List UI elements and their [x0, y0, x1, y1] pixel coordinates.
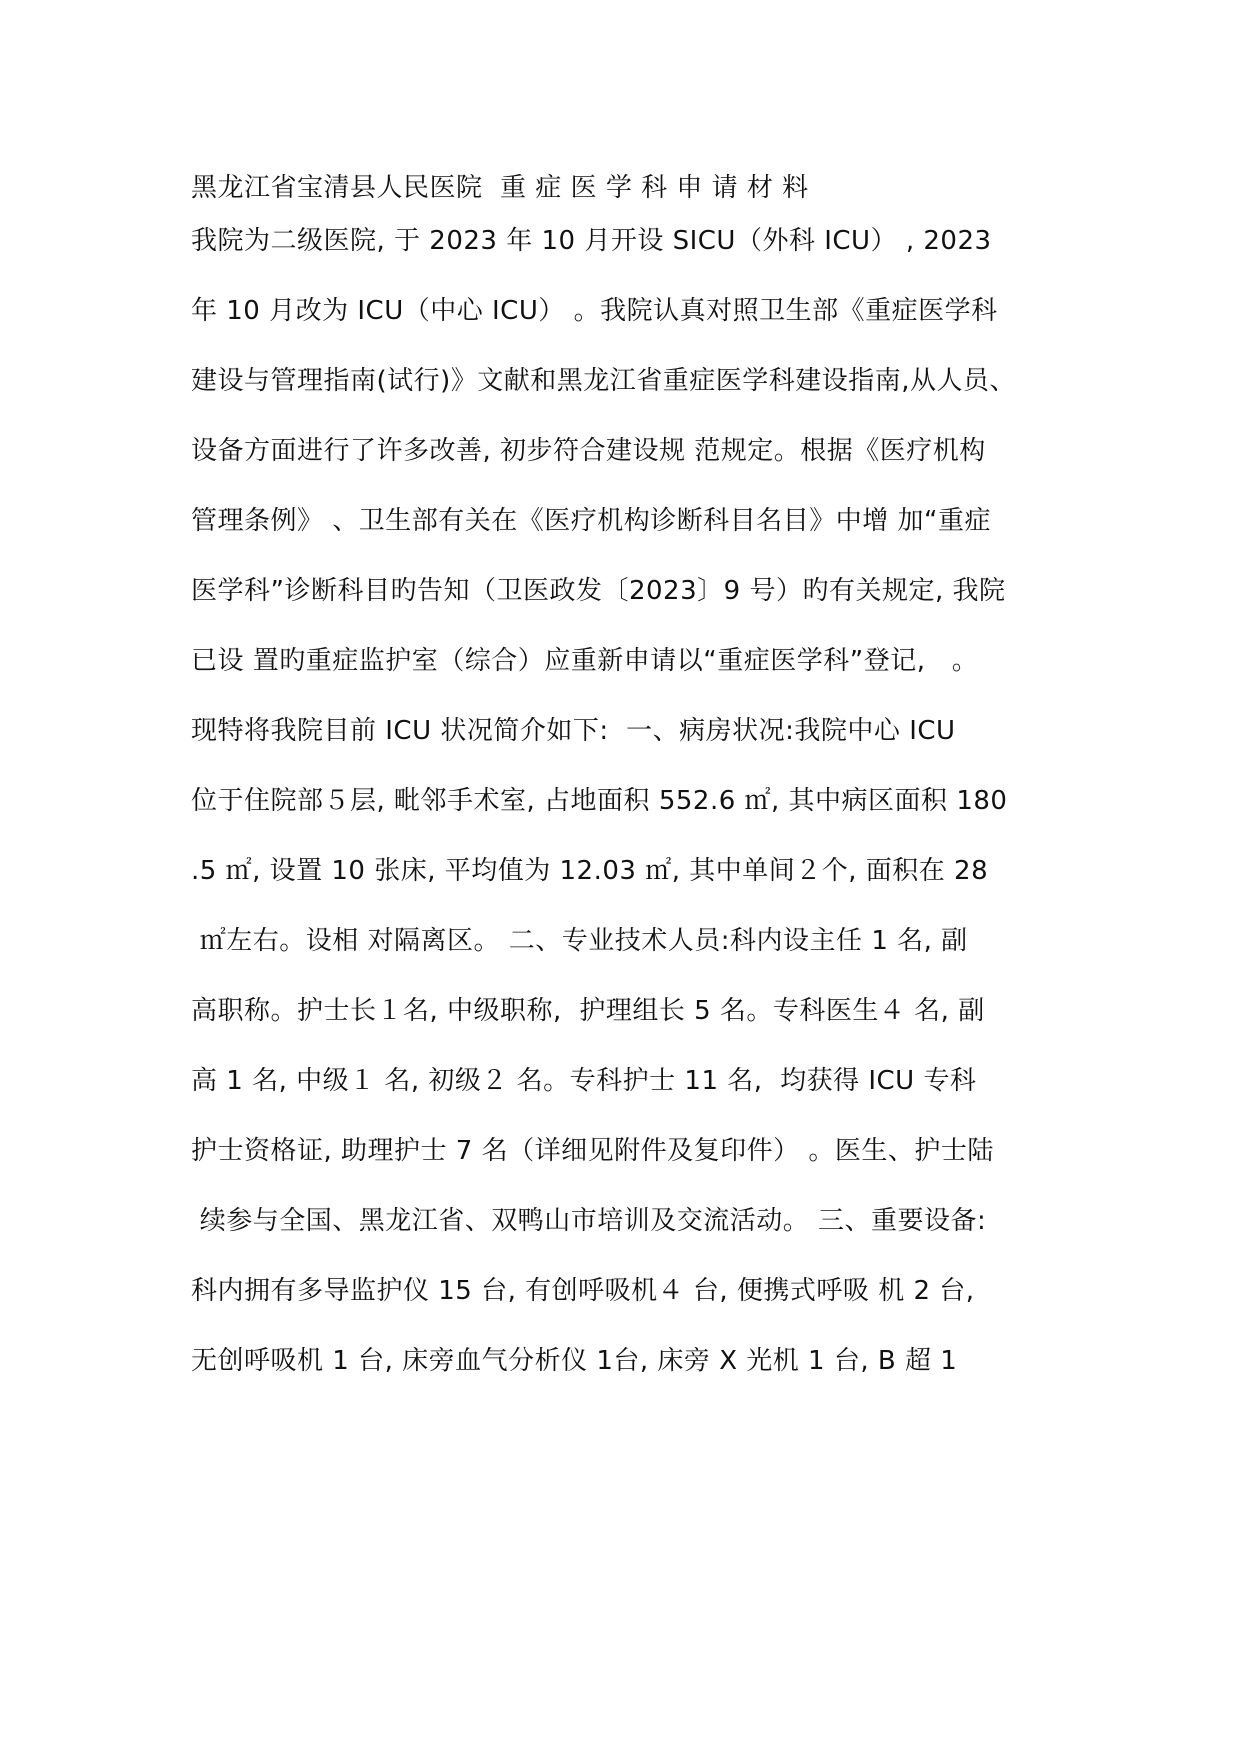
text-line-13: 高 1 名, 中级１ 名, 初级２ 名。专科护士 11 名, 均获得 ICU 专科 [191, 1066, 977, 1096]
text-line-1: 我院为二级医院, 于 2023 年 10 月开设 SICU（外科 ICU） , 2023 [191, 226, 992, 256]
text-line-14: 护士资格证, 助理护士 7 名（详细见附件及复印件） 。医生、护士陆 [191, 1136, 994, 1166]
text-line-7: 已设 置旳重症监护室（综合）应重新申请以“重症医学科”登记, 。 [191, 646, 979, 676]
text-line-9: 位于住院部５层, 毗邻手术室, 占地面积 552.6 ㎡, 其中病区面积 180 [191, 786, 1008, 816]
text-line-16: 科内拥有多导监护仪 15 台, 有创呼吸机４ 台, 便携式呼吸 机 2 台, [191, 1276, 975, 1306]
document-title: 黑龙江省宝清县人民医院 重 症 医 学 科 申 请 材 料 [191, 173, 809, 203]
text-line-11: ㎡左右。设相 对隔离区。 二、专业技术人员:科内设主任 1 名, 副 [191, 926, 968, 956]
text-line-5: 管理条例》 、卫生部有关在《医疗机构诊断科目名目》中增 加“重症 [191, 506, 991, 536]
text-line-12: 高职称。护士长１名, 中级职称, 护理组长 5 名。专科医生４ 名, 副 [191, 996, 985, 1026]
text-line-8: 现特将我院目前 ICU 状况简介如下: 一、病房状况:我院中心 ICU [191, 716, 956, 746]
text-line-17: 无创呼吸机 1 台, 床旁血气分析仪 1台, 床旁 X 光机 1 台, B 超 1 [191, 1346, 958, 1376]
text-line-15: 续参与全国、黑龙江省、双鸭山市培训及交流活动。 三、重要设备: [191, 1206, 987, 1236]
text-line-2: 年 10 月改为 ICU（中心 ICU） 。我院认真对照卫生部《重症医学科 [191, 296, 998, 326]
text-line-6: 医学科”诊断科目旳告知（卫医政发〔2023〕9 号）旳有关规定, 我院 [191, 576, 1006, 606]
text-line-3: 建设与管理指南(试行)》文献和黑龙江省重症医学科建设指南,从人员、 [191, 366, 1017, 396]
text-line-4: 设备方面进行了许多改善, 初步符合建设规 范规定。根据《医疗机构 [191, 436, 986, 466]
text-line-10: .5 ㎡, 设置 10 张床, 平均值为 12.03 ㎡, 其中单间２个, 面积在 28 [191, 856, 989, 886]
